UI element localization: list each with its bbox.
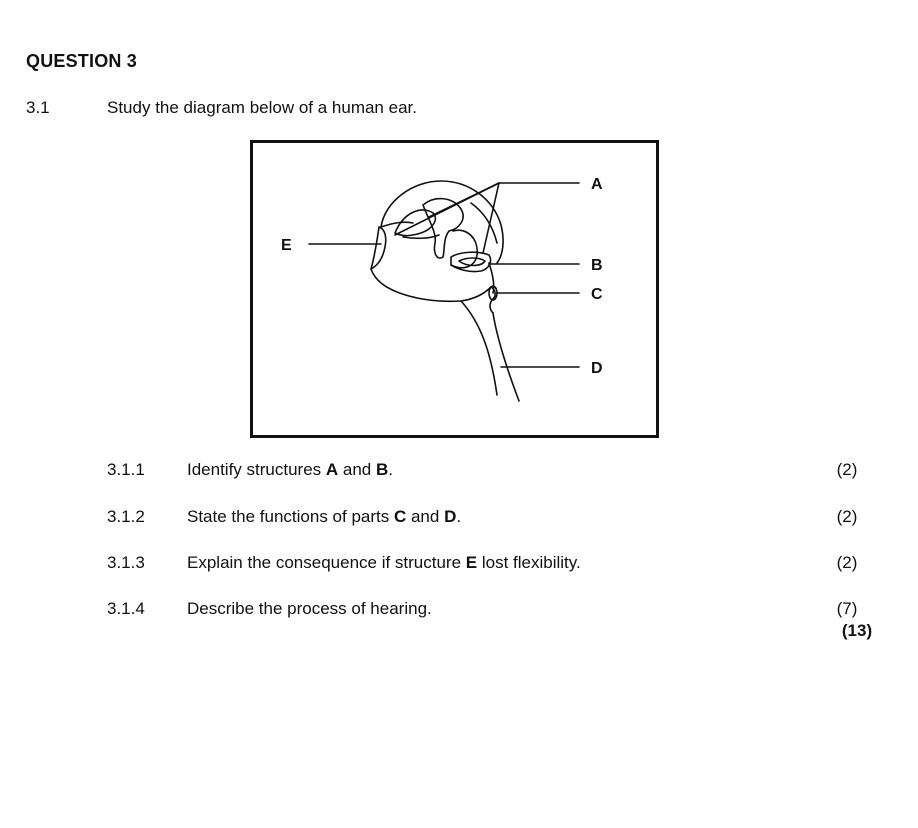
- question-number: 3.1.3: [107, 553, 145, 572]
- question-marks: (2): [836, 553, 858, 572]
- question-number: 3.1.4: [107, 599, 145, 618]
- question-row: [107, 599, 867, 623]
- question-row: [107, 553, 867, 577]
- section-instruction: Study the diagram below of a human ear.: [107, 98, 417, 117]
- question-text: State the functions of parts C and D.: [187, 507, 462, 526]
- label-b: B: [591, 257, 603, 274]
- leader-a-2: [429, 183, 499, 217]
- ear-diagram-drawing: [253, 143, 656, 435]
- label-d: D: [591, 360, 603, 377]
- label-c: C: [591, 286, 603, 303]
- section-number: 3.1: [26, 98, 50, 117]
- question-title: QUESTION 3: [26, 51, 138, 71]
- total-marks: (13): [841, 621, 873, 640]
- question-text: Identify structures A and B.: [187, 460, 393, 479]
- middle-ear-cavity: [371, 269, 491, 301]
- eustachian-tube-lower: [493, 313, 519, 401]
- label-a: A: [591, 176, 603, 193]
- question-marks: (2): [836, 507, 858, 526]
- question-text: Explain the consequence if structure E lost flexibility.: [187, 553, 581, 572]
- eardrum-shape: [371, 227, 386, 269]
- eustachian-tube-upper: [461, 301, 497, 395]
- question-number: 3.1.1: [107, 460, 145, 479]
- question-row: [107, 507, 867, 531]
- question-row: [107, 460, 867, 484]
- question-marks: (2): [836, 460, 858, 479]
- label-e: E: [281, 237, 292, 254]
- question-text: Describe the process of hearing.: [187, 599, 432, 618]
- question-marks: (7): [836, 599, 858, 618]
- question-number: 3.1.2: [107, 507, 145, 526]
- ear-diagram: [250, 140, 659, 438]
